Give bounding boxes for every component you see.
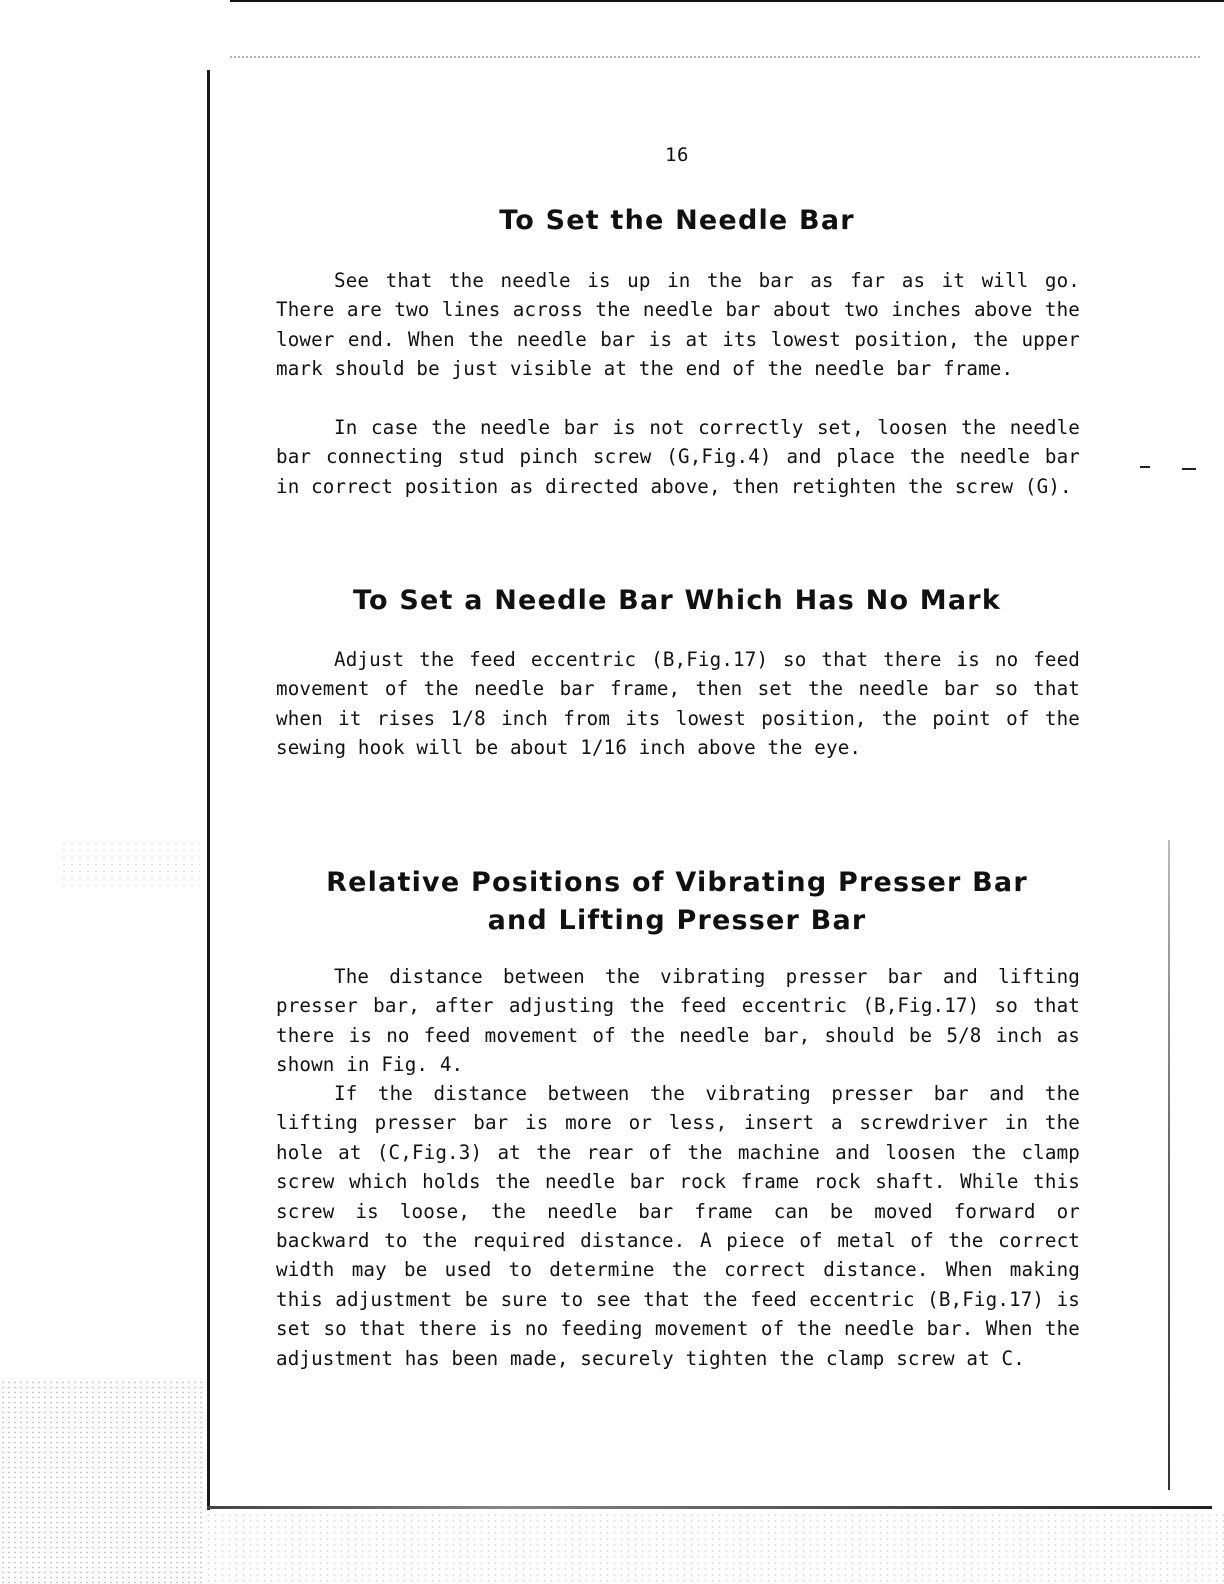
scan-noise-mid [60, 840, 200, 890]
scan-dotted-edge [230, 56, 1200, 58]
scan-left-edge [207, 70, 210, 1510]
paragraph: If the distance between the vibrating presser bar and the lifting presser bar is more or less, insert a screwdriver in the hole at (C,Fig.3) at the rear of the machine and loosen the clamp screw which holds the needle bar rock frame rock shaft. While this screw is loose, the needle bar frame can be moved forward or backward to the required distance. A piece of metal of the correct width may be used to determine the correct distance. When making this adjustment be sure to see that the feed eccentric (B,Fig.17) is set so that there is no feeding movement of the needle bar. When the adjustment has been made, securely tighten the clamp screw at C. [276, 1082, 1080, 1370]
heading-line: and Lifting Presser Bar [487, 905, 867, 936]
scan-noise-left [0, 1380, 205, 1584]
section-heading-relative-positions [276, 864, 1078, 940]
paragraph: Adjust the feed eccentric (B,Fig.17) so that there is no feed movement of the needle bar frame, then set the needle bar so that when it rises 1/8 inch from its lowest position, the point of the sewing hook will be about 1/16 inch above the eye. [276, 648, 1080, 760]
paragraph: See that the needle is up in the bar as far as it will go. There are two lines across the needle bar about two inches above the lower end. When the needle bar is at its lowest position, the upper mark should be just visible at the end of the needle bar frame. [276, 269, 1080, 381]
section-heading-set-needle-bar [276, 202, 1078, 240]
scan-top-edge [230, 0, 1224, 2]
heading-line: Relative Positions of Vibrating Presser Bar [326, 867, 1028, 898]
heading-line: To Set a Needle Bar Which Has No Mark [353, 585, 1001, 616]
scan-right-edge [1168, 840, 1170, 1490]
scan-marks-right [1140, 462, 1200, 470]
section-heading-needle-bar-no-mark [276, 582, 1078, 620]
page-number: 16 [665, 144, 689, 166]
scan-noise-bottom [205, 1512, 1224, 1584]
paragraph: The distance between the vibrating presser bar and lifting presser bar, after adjusting the feed eccentric (B,Fig.17) so that there is no feed movement of the needle bar, should be 5/8 inch as shown in Fig. 4. [276, 965, 1080, 1077]
heading-line: To Set the Needle Bar [499, 205, 855, 236]
paragraph: In case the needle bar is not correctly set, loosen the needle bar connecting stud pinch screw (G,Fig.4) and place the needle bar in correct position as directed above, then retighten the screw (G). [276, 416, 1080, 498]
scan-bottom-edge [207, 1506, 1212, 1509]
